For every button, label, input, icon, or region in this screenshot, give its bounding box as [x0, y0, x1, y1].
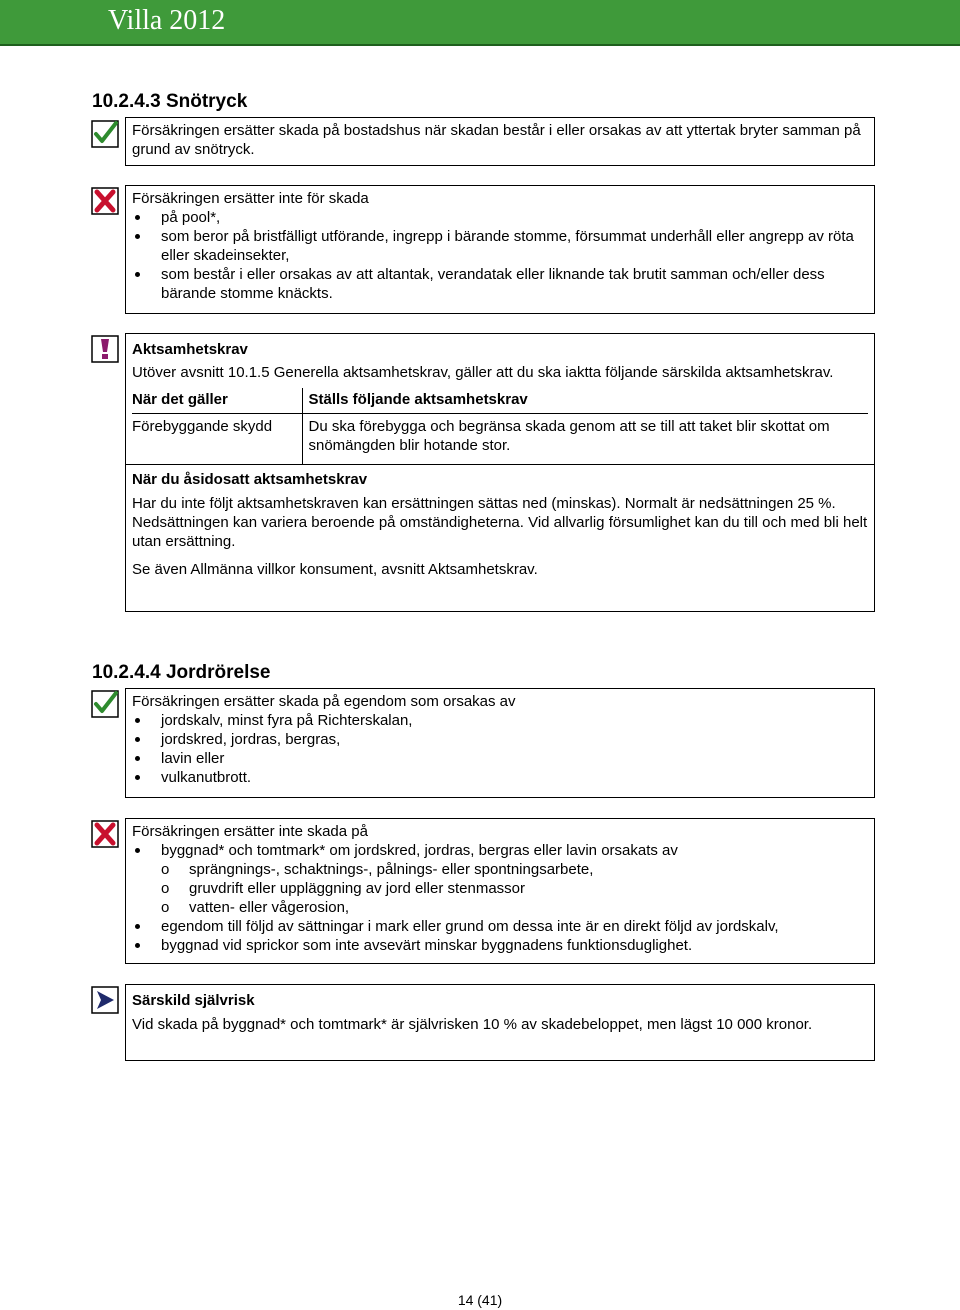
- cross-icon: [91, 187, 119, 215]
- table-header-row: [132, 388, 868, 414]
- list-item: lavin eller: [132, 749, 868, 768]
- breach-title: När du åsidosatt aktsamhetskrav: [132, 471, 368, 488]
- excluded-box: [125, 185, 875, 314]
- list-item: jordskalv, minst fyra på Richterskalan,: [132, 711, 868, 730]
- sub-list-item: o vatten- eller vågerosion,: [132, 898, 868, 917]
- covered-text: Försäkringen ersätter skada på bostadshus när skadan består i eller orsakas av att yttertak bryter samman på grund av snötryck.: [132, 122, 861, 158]
- col-requirement-header: Ställs följande aktsamhetskrav: [302, 388, 868, 414]
- excluded-sublist: [132, 860, 868, 917]
- section-heading: 10.2.4.4 Jordrörelse: [92, 662, 271, 683]
- deductible-box: [125, 984, 875, 1061]
- list-item: som består i eller orsakas av att altantak, verandatak eller liknande tak brutit samman och/eller dess bärande stomme knäckts.: [132, 265, 868, 303]
- arrow-icon: [91, 986, 119, 1014]
- check-icon: [91, 690, 119, 718]
- excluded-list: [132, 917, 868, 955]
- cross-icon: [91, 820, 119, 848]
- see-also-text: Se även Allmänna villkor konsument, avsnitt Aktsamhetskrav.: [132, 561, 538, 578]
- cell-requirement: Du ska förebygga och begränsa skada genom att se till att taket blir skottat om snömängden blir hotande stor.: [302, 414, 868, 465]
- document-title: Villa 2012: [108, 5, 226, 36]
- excluded-intro: Försäkringen ersätter inte för skada: [132, 190, 369, 207]
- check-icon: [91, 120, 119, 148]
- breach-text: Har du inte följt aktsamhetskraven kan ersättningen sättas ned (minskas). Normalt är nedsättningen 25 %. Nedsättningen kan variera beroende på omständigheterna. Vid allvarlig försumlighet kan du till och med bli helt utan ersättning.: [132, 495, 868, 550]
- list-item: vulkanutbrott.: [132, 768, 868, 787]
- col-when-header: När det gäller: [132, 391, 228, 408]
- table-row: [132, 414, 868, 465]
- covered-box: [125, 688, 875, 798]
- cell-when: Förebyggande skydd: [132, 414, 302, 465]
- list-item: jordskred, jordras, bergras,: [132, 730, 868, 749]
- deductible-title: Särskild självrisk: [132, 992, 255, 1009]
- sub-list-item: o sprängnings-, schaktnings-, pålnings- eller spontningsarbete,: [132, 860, 868, 879]
- list-item: som beror på bristfälligt utförande, ingrepp i bärande stomme, försummat underhåll eller angrepp av röta eller skadeinsekter,: [132, 227, 868, 265]
- section-heading: 10.2.4.3 Snötryck: [92, 91, 248, 112]
- requirements-title: Aktsamhetskrav: [132, 341, 248, 358]
- sub-list-item: o gruvdrift eller uppläggning av jord eller stenmassor: [132, 879, 868, 898]
- deductible-text: Vid skada på byggnad* och tomtmark* är självrisken 10 % av skadebeloppet, men lägst 10 000 kronor.: [132, 1016, 813, 1033]
- list-item: byggnad* och tomtmark* om jordskred, jordras, bergras eller lavin orsakats av: [132, 841, 868, 860]
- list-item: på pool*,: [132, 208, 868, 227]
- exclamation-icon: [91, 335, 119, 363]
- requirements-table: [132, 388, 868, 464]
- list-item: egendom till följd av sättningar i mark eller grund om dessa inte är en direkt följd av jordskalv,: [132, 917, 868, 936]
- excluded-list: [132, 841, 868, 860]
- excluded-box: [125, 818, 875, 964]
- requirements-box: [125, 333, 875, 612]
- excluded-intro: Försäkringen ersätter inte skada på: [132, 823, 368, 840]
- requirements-intro: Utöver avsnitt 10.1.5 Generella aktsamhetskrav, gäller att du ska iaktta följande särskilda aktsamhetskrav.: [132, 364, 834, 381]
- page-number: 14 (41): [457, 1292, 503, 1308]
- list-item: byggnad vid sprickor som inte avsevärt minskar byggnadens funktionsduglighet.: [132, 936, 868, 955]
- covered-box: [125, 117, 875, 166]
- covered-list: [132, 711, 868, 787]
- covered-intro: Försäkringen ersätter skada på egendom som orsakas av: [132, 693, 516, 710]
- page-header: [0, 0, 960, 46]
- excluded-list: [132, 208, 868, 303]
- divider: [126, 464, 874, 465]
